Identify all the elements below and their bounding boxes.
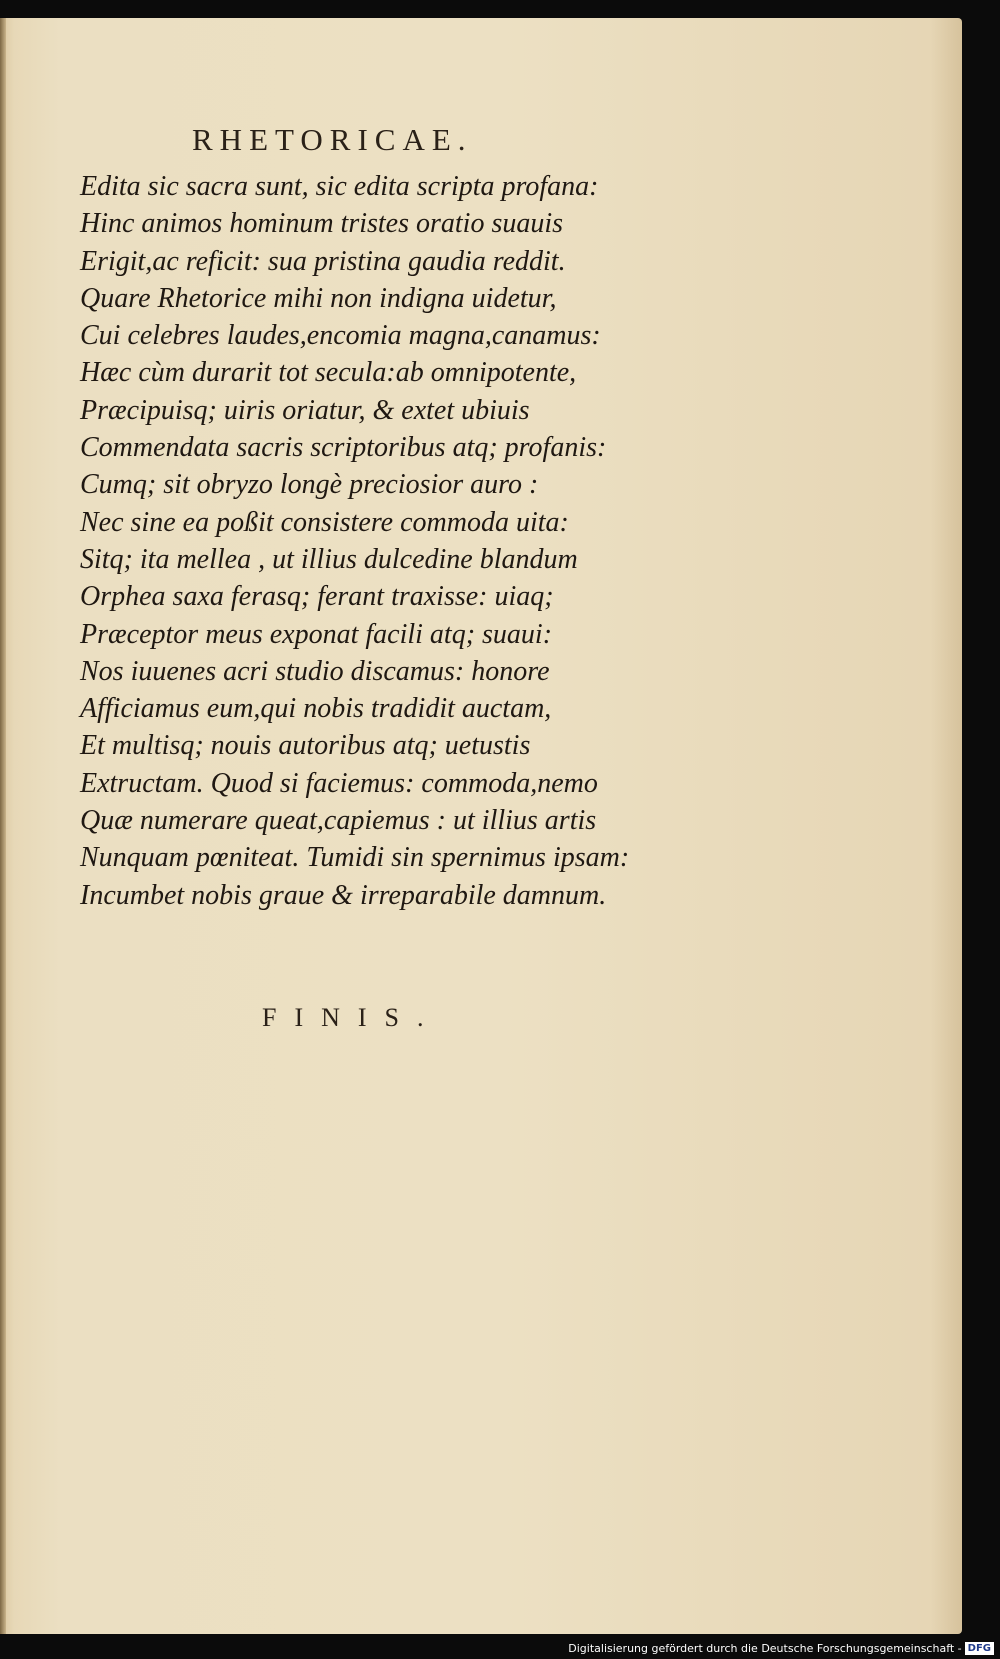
- verse-line: Incumbet nobis graue & irreparabile damnum.: [80, 879, 607, 911]
- verse-line: Nec sine ea poßit consistere commoda uita:: [80, 506, 569, 538]
- verse-line: Quare Rhetorice mihi non indigna uidetur,: [80, 282, 557, 314]
- verse-line: Sitq; ita mellea , ut illius dulcedine blandum: [80, 543, 578, 575]
- verse-line: Præceptor meus exponat facili atq; suaui:: [80, 618, 553, 650]
- verse-line: Et multisq; nouis autoribus atq; uetustis: [80, 730, 531, 762]
- verse-line: Cui celebres laudes,encomia magna,canamus:: [80, 320, 601, 352]
- verse-line: Afficiamus eum,qui nobis tradidit auctam,: [80, 693, 552, 725]
- verse-line: Quæ numerare queat,capiemus : ut illius artis: [80, 805, 597, 837]
- verse-text: [80, 168, 720, 914]
- dfg-logo: DFG: [965, 1642, 994, 1655]
- verse-line: Edita sic sacra sunt, sic edita scripta profana:: [80, 171, 599, 202]
- verse-line: Hinc animos hominum tristes oratio suauis: [80, 208, 564, 240]
- credit-text: Digitalisierung gefördert durch die Deutsche Forschungsgemeinschaft -: [568, 1642, 962, 1655]
- verse-line: Commendata sacris scriptoribus atq; profanis:: [80, 432, 607, 464]
- verse-line: Nunquam pœniteat. Tumidi sin spernimus ipsam:: [80, 842, 630, 874]
- verse-line: Nos iuuenes acri studio discamus: honore: [80, 655, 550, 687]
- verse-line: Hæc cùm durarit tot secula:ab omnipotente,: [80, 357, 577, 389]
- page-binding-edge: [0, 18, 6, 1634]
- verse-line: Cumq; sit obryzo longè preciosior auro :: [80, 469, 539, 501]
- digitization-credit: [568, 1642, 994, 1655]
- verse-line: Extructam. Quod si faciemus: commoda,nemo: [80, 767, 598, 799]
- finis-closing: FINIS.: [262, 1003, 442, 1032]
- verse-line: Erigit,ac reficit: sua pristina gaudia reddit.: [80, 245, 566, 277]
- verse-line: Orphea saxa ferasq; ferant traxisse: uiaq;: [80, 581, 554, 613]
- running-head: RHETORICAE.: [192, 122, 473, 157]
- verse-line: Præcipuisq; uiris oriatur, & extet ubiuis: [80, 394, 530, 426]
